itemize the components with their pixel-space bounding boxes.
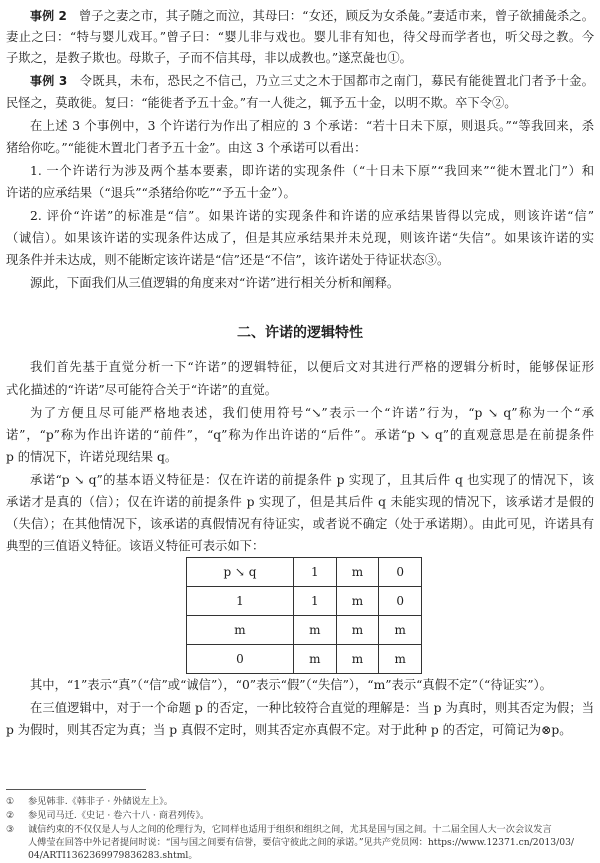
table-cell: 1 — [293, 558, 336, 587]
table-cell: 0 — [379, 558, 422, 587]
p3-line2: 承诺才是真的（信）；仅在许诺的前提条件 p 实现了，但是其后件 q 未能实现的情况下，该承诺才是假的 — [6, 495, 594, 509]
table-cell: 1 — [187, 587, 294, 616]
table-cell: m — [293, 616, 336, 645]
table-cell: m — [293, 645, 336, 674]
table-cell: m — [187, 616, 294, 645]
case3-line1: 事例 3 令既具，未布，恐民之不信己，乃立三丈之木于国都市之南门，募民有能徙置北门者予十金。 — [30, 74, 594, 88]
table-cell: m — [336, 616, 379, 645]
p1-line2: 式化描述的“许诺”尽可能符合关于“许诺”的直觉。 — [6, 383, 278, 397]
after-line3: p 为假时，则其否定为真；当 p 真假不定时，则其否定亦真假不定。对于此种 p 的否定，可简记为⊗p。 — [6, 723, 572, 737]
footnote-3-line2: 人傅莹在回答中外记者提问时说：“国与国之间要有信誉，要信守彼此之间的承诺。”见共产党员网：https://www.12371.cn/2013/03/ — [28, 837, 575, 848]
summary-line1: 在上述 3 个事例中，3 个许诺行为作出了相应的 3 个承诺：“若十日未下原，则退兵。”“等我回来，杀 — [30, 119, 594, 133]
case2-line2: 妻止之曰：“特与婴儿戏耳。”曾子曰：“婴儿非与戏也。婴儿非有知也，待父母而学者也，听父母之教。今 — [6, 30, 594, 44]
footnote-3: ③ 诚信约束的不仅仅是人与人之间的伦理行为，它同样也适用于组织和组织之间，尤其是国与国之间。十二届全国人大一次会议发言 — [6, 824, 552, 835]
table-cell: 0 — [187, 645, 294, 674]
point1-line1: 1. 一个许诺行为涉及两个基本要素，即许诺的实现条件（“十日未下原”“我回来”“徙木置北门”）和 — [30, 164, 594, 178]
table-row — [187, 587, 422, 616]
table-cell: m — [336, 645, 379, 674]
case3-line2: 民怪之，莫敢徙。复曰：“能徙者予五十金。”有一人徙之，辄予五十金，以明不欺。卒下令②。 — [6, 96, 517, 110]
footnote-2: ② 参见司马迁.《史记 · 卷六十八 · 商君列传》。 — [6, 810, 210, 821]
p2-line2: 诺”，“p”称为作出许诺的“前件”，“q”称为作出许诺的“后件”。承诺“p ↘ q”的直观意思是在前提条件 — [6, 428, 594, 442]
p3-line4: 典型的三值语义特征。该语义特征可表示如下： — [6, 539, 265, 553]
table-row — [187, 558, 422, 587]
case2-line3: 子欺之，是教子欺也。母欺子，子而不信其母，非以成教也。”遂烹彘也①。 — [6, 51, 412, 65]
table-cell: m — [336, 587, 379, 616]
point2-line1: 2. 评价“许诺”的标准是“信”。如果许诺的实现条件和许诺的应承结果皆得以完成，则该许诺“信” — [30, 209, 594, 223]
p2-line1: 为了方便且尽可能严格地表述，我们使用符号“↘”表示一个“许诺”行为，“p ↘ q”称为一个“承 — [30, 406, 594, 420]
point2-line3: 现条件并未达成，则不能断定该许诺是“信”还是“不信”，该许诺处于待证状态③。 — [6, 253, 450, 267]
table-cell: p ↘ q — [187, 558, 294, 587]
summary-line2: 猪给你吃。”“能徙木置北门者予五十金”。由这 3 个承诺可以看出： — [6, 141, 367, 155]
case3-label: 事例 3 — [30, 74, 68, 88]
footnote-1: ① 参见韩非.《韩非子 · 外储说左上》。 — [6, 796, 173, 807]
table-cell: 0 — [379, 587, 422, 616]
table-row — [187, 645, 422, 674]
p2-line3: p 的情况下，许诺兑现结果 q。 — [6, 450, 178, 464]
p1-line1: 我们首先基于直觉分析一下“许诺”的逻辑特征，以便后文对其进行严格的逻辑分析时，能够保证形 — [30, 360, 594, 374]
table-cell: m — [379, 645, 422, 674]
case2-label: 事例 2 — [30, 9, 67, 23]
point1-line2: 许诺的应承结果（“退兵”“杀猪给你吃”“予五十金”）。 — [6, 186, 296, 200]
p3-line3: （失信）；在其他情况下，该承诺的真假情况有待证实，或者说不确定（处于承诺期）。由此可见，许诺具有 — [6, 517, 594, 531]
section-heading: 二、许诺的逻辑特性 — [237, 325, 363, 341]
truth-table — [186, 557, 422, 674]
case2-line1: 事例 2 曾子之妻之市，其子随之而泣，其母曰：“女还，顾反为女杀彘。”妻适市来，曾子欲捕彘杀之。 — [30, 9, 594, 23]
table-row — [187, 616, 422, 645]
footnote-divider — [6, 789, 146, 790]
p3-line1: 承诺“p ↘ q”的基本语义特征是：仅在许诺的前提条件 p 实现了，且其后件 q 也实现了的情况下，该 — [30, 473, 594, 487]
after-line2: 在三值逻辑中，对于一个命题 p 的否定，一种比较符合直觉的理解是：当 p 为真时，则其否定为假；当 — [30, 701, 594, 715]
table-cell: m — [379, 616, 422, 645]
footnote-3-line3: 04/ARTI1362369979836283.shtml。 — [28, 850, 198, 861]
after-line1: 其中，“1”表示“真”（“信”或“诚信”），“0”表示“假”（“失信”），“m”表示“真假不定”（“待证实”）。 — [30, 678, 552, 692]
table-cell: 1 — [293, 587, 336, 616]
table-cell: m — [336, 558, 379, 587]
summary-closing: 源此，下面我们从三值逻辑的角度来对“许诺”进行相关分析和阐释。 — [30, 276, 400, 290]
point2-line2: （诚信）。如果该许诺的实现条件达成了，但是其应承结果并未兑现，则该许诺“失信”。如果该许诺的实 — [6, 231, 594, 245]
